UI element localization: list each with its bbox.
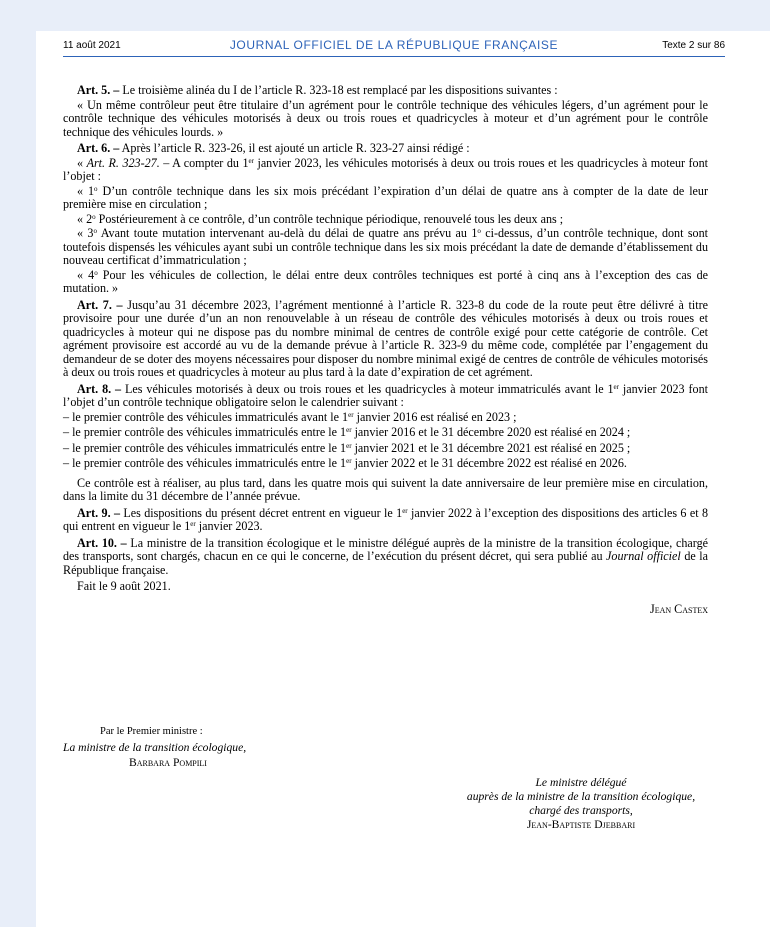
article-text: Jusqu’au 31 décembre 2023, l’agrément mentionné à l’article R. 323-8 du code de la route peut être délivré à titre provisoire pour une durée d’un an non renouvelable à un réseau de contrôle des véhicules motorisés à deux ou trois roues et quadricycles à moteur qui ne dispose pas du nombre minimal de centres de contrôle exigé pour cette catégorie de contrôle. Cet agrément provisoire est accordé au vu de la demande prévue à l’article R. 323-9 du même code, complétée par l’engagement du demandeur de se doter des moyens nécessaires pour disposer du nombre minimal exigé de centres de contrôle de véhicules motorisés à deux ou trois roues et quadricycles à moteur au plus tard à la date d’expiration de cet agrément. [63, 297, 708, 379]
article-reference: Art. R. 323-27. [86, 155, 160, 170]
journal-reference: Journal officiel [606, 549, 681, 563]
text: – le premier contrôle des véhicules immatriculés entre le 1 [63, 425, 347, 439]
text: « 3 [77, 226, 94, 240]
article-6-quote-intro [63, 157, 708, 184]
delegate-name: Jean-Baptiste Djebbari [526, 818, 636, 831]
document-page [36, 31, 770, 927]
text: « 2 [77, 211, 93, 226]
article-text: janvier 2022 à l’exception des dispositions des articles 6 et 8 qui entrent en vigueur le 1 [63, 505, 708, 533]
delegate-minister-block [416, 776, 746, 832]
header-date: 11 août 2021 [63, 40, 121, 51]
article-label: Art. 7. – [77, 297, 123, 312]
article-7 [63, 299, 708, 380]
article-8 [63, 383, 708, 410]
header-title: JOURNAL OFFICIEL DE LA RÉPUBLIQUE FRANÇAISE [229, 38, 559, 52]
text: Pour les véhicules de collection, le délai entre deux contrôles techniques est porté à cinq ans à l’exception des cas de mutation. » [63, 267, 708, 295]
article-text: La ministre de la transition écologique et le ministre délégué auprès de la ministre de la transition écologique, chargé des transports, sont chargés, chacun en ce qui le concerne, de l’exécution du présent décret, qui sera publié au [63, 535, 708, 563]
text: janvier 2016 est réalisé en 2023 ; [353, 409, 517, 424]
superscript: er [348, 410, 354, 419]
superscript: o [94, 184, 98, 193]
text: D’un contrôle technique dans les six mois précédant l’expiration d’un délai de quatre ans à compter de la date de leur première mise en circulation ; [63, 183, 708, 211]
text: janvier 2021 et le 31 décembre 2021 est réalisé en 2025 ; [351, 440, 631, 455]
page-header [63, 38, 725, 57]
article-6-item-1 [63, 185, 708, 212]
text: – le premier contrôle des véhicules immatriculés avant le 1 [63, 409, 349, 424]
article-label: Art. 10. – [77, 535, 127, 550]
text: janvier 2023, les véhicules motorisés à deux ou trois roues et les quadricycles à moteur font l’objet : [63, 155, 709, 183]
text: Postérieurement à ce contrôle, d’un contrôle technique périodique, renouvelé tous les deux ans ; [95, 211, 564, 226]
header-page-number: Texte 2 sur 86 [662, 40, 725, 51]
superscript: er [248, 156, 254, 165]
article-text: Les dispositions du présent décret entrent en vigueur le 1 [120, 505, 403, 520]
article-label: Art. 6. – [77, 141, 120, 155]
superscript: er [346, 441, 352, 450]
article-10 [63, 537, 708, 578]
text: « 1 [77, 183, 95, 198]
superscript: o [94, 268, 98, 277]
article-text: Après l’article R. 323-26, il est ajouté un article R. 323-27 ainsi rédigé : [119, 141, 470, 155]
minister-name: Barbara Pompili [129, 756, 207, 769]
article-text: Les véhicules motorisés à deux ou trois roues et les quadricycles à moteur immatriculés avant le 1 [121, 381, 614, 396]
article-label: Art. 9. – [77, 505, 121, 520]
schedule-item [63, 442, 708, 456]
superscript: er [346, 457, 352, 465]
article-5 [63, 84, 708, 98]
document-body [63, 84, 708, 616]
quote-mark: « [77, 155, 87, 170]
delegate-title-line-3: chargé des transports, [529, 804, 633, 817]
schedule-item [63, 457, 708, 471]
text: janvier 2022 et le 31 décembre 2022 est réalisé en 2026. [351, 456, 627, 470]
superscript: o [93, 227, 97, 235]
delegate-title-line-2: auprès de la ministre de la transition écologique, [466, 790, 696, 803]
article-text: Le troisième alinéa du I de l’article R. 323-18 est remplacé par les dispositions suivantes : [119, 83, 558, 97]
superscript: o [477, 227, 481, 235]
text: « 4 [77, 267, 95, 282]
text: – le premier contrôle des véhicules immatriculés entre le 1 [63, 440, 347, 455]
article-6 [63, 142, 708, 156]
superscript: er [613, 382, 619, 391]
schedule-item [63, 426, 708, 440]
article-label: Art. 8. – [77, 381, 122, 396]
article-9 [63, 507, 708, 534]
text: Avant toute mutation intervenant au-delà du délai de quatre ans prévu au 1 [96, 226, 478, 240]
text: – le premier contrôle des véhicules immatriculés entre le 1 [63, 456, 347, 470]
article-text: de la République française. [63, 549, 708, 577]
superscript: o [92, 212, 96, 221]
article-6-item-4 [63, 269, 708, 296]
text: janvier 2016 et le 31 décembre 2020 est réalisé en 2024 ; [351, 425, 631, 439]
superscript: er [346, 426, 352, 434]
schedule-item [63, 411, 708, 425]
minister-title: La ministre de la transition écologique, [63, 741, 247, 754]
done-date: Fait le 9 août 2021. [77, 579, 171, 593]
superscript: er [402, 506, 408, 515]
article-5-quote: « Un même contrôleur peut être titulaire d’un agrément pour le contrôle technique des véhicules légers, d’un agrément pour le contrôle technique des véhicules motorisés à deux ou trois roues et quadricycles à moteur et d’un agrément pour le contrôle technique des véhicules lourds. » [63, 97, 708, 139]
prime-minister-name: Jean Castex [649, 601, 708, 616]
superscript: er [190, 520, 196, 528]
article-6-item-2 [63, 213, 708, 227]
article-text: janvier 2023 font l’objet d’un contrôle technique obligatoire selon le calendrier suivant : [63, 381, 708, 409]
article-text: janvier 2023. [195, 519, 263, 533]
delegate-title: Le ministre délégué [535, 776, 627, 789]
per-prime-minister: Par le Premier ministre : [100, 726, 203, 737]
text: ci-dessus, d’un contrôle technique, dont sont toutefois dispensés les véhicules ayant subi un contrôle technique dans les six mois précédant la date de demande d’établissement du nouveau certificat d’immatriculation ; [63, 226, 708, 267]
article-8-conclusion: Ce contrôle est à réaliser, au plus tard, dans les quatre mois qui suivent la date anniversaire de leur première mise en circulation, dans la limite du 31 décembre de l’année prévue. [63, 475, 708, 503]
text: – A compter du 1 [159, 155, 249, 170]
article-label: Art. 5. – [77, 83, 120, 97]
article-6-item-3 [63, 227, 708, 268]
